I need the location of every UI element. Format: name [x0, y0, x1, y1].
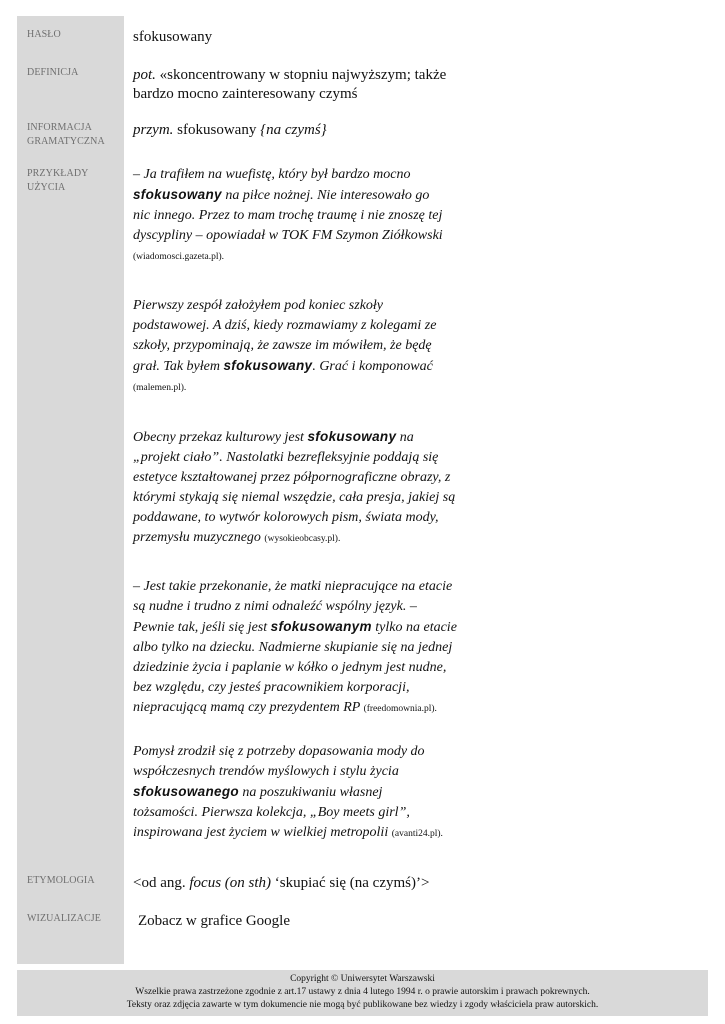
grammar-info — [133, 121, 473, 140]
label-haslo: HASŁO — [27, 29, 61, 40]
example-keyword: sfokusowany — [133, 187, 222, 202]
grammar-tag: przym. — [133, 122, 174, 138]
example-source: (avanti24.pl). — [391, 829, 443, 839]
label-definicja: DEFINICJA — [27, 67, 79, 78]
definition — [133, 66, 453, 104]
example-keyword: sfokusowany — [223, 358, 313, 373]
example-text: Obecny przekaz kulturowy jest — [133, 430, 308, 445]
grammar-word: sfokusowany — [173, 122, 261, 138]
example-1 — [133, 165, 445, 267]
etymology-open: <od ang. — [133, 875, 190, 891]
example-text: na piłce nożnej. Nie interesowało go nic innego. Przez to mam trochę traumę i nie znoszę tej dyscypliny – opowiadał w TOK FM Szymon Ziółkowski — [133, 188, 443, 243]
footer-line: Wszelkie prawa zastrzeżone zgodnie z art.17 ustawy z dnia 4 lutego 1994 r. o prawie autorskim i prawach pokrewnych. — [135, 987, 590, 997]
example-text: na „projekt ciało”. Nastolatki bezrefleksyjnie poddają się estetyce kształtowanej przez półpornograficzne obrazy, z którymi stykają się niemal wszędzie, cała presja, jakiej są poddawane, to wytwór kolorowych pism, świata mody, przemysłu muzycznego — [133, 430, 456, 545]
example-text: Pomysł zrodził się z potrzeby dopasowania mody do współczesnych trendów myślowych i stylu życia — [133, 744, 425, 779]
label-line: PRZYKŁADY — [27, 168, 89, 179]
definition-tag: pot. — [133, 67, 156, 83]
example-text: – Ja trafiłem na wuefistę, który był bardzo mocno — [133, 167, 411, 182]
etymology-close: ‘skupiać się (na czymś)’> — [271, 875, 430, 891]
label-informacja-gramatyczna — [27, 121, 127, 149]
footer-line: Teksty oraz zdjęcia zawarte w tym dokumencie nie mogą być publikowane bez wiedzy i zgody właściciela praw autorskich. — [126, 1000, 599, 1010]
example-2 — [133, 296, 451, 398]
example-text: tylko na etacie albo tylko na dziecku. Nadmierne skupianie się na jednej dziedzinie życia i paplanie w kółko o jednym jest nudne, bez względu, czy jesteś pracownikiem korporacji, niepracującą mamą czy prezydentem RP — [133, 620, 457, 715]
example-source: (wysokieobcasy.pl). — [264, 534, 341, 544]
example-text: – Jest takie przekonanie, że matki niepracujące na etacie są nudne i trudno z nimi odnaleźć wspólny język. – Pewnie tak, jeśli się jest — [133, 579, 453, 635]
example-source: (malemen.pl). — [133, 383, 187, 393]
label-column — [17, 16, 124, 964]
headword: sfokusowany — [133, 29, 213, 45]
example-text: na poszukiwaniu własnej tożsamości. Pierwsza kolekcja, „Boy meets girl”, inspirowana jest życiem w wielkiej metropolii — [133, 785, 410, 840]
example-text: . Grać i komponować — [312, 359, 433, 374]
grammar-ext: {na czymś} — [260, 122, 327, 138]
label-line: UŻYCIA — [27, 182, 66, 193]
example-5 — [133, 742, 443, 844]
etymology-foreign: focus (on sth) — [189, 875, 272, 891]
definition-text: «skoncentrowany w stopniu najwyższym; także bardzo mocno zainteresowany czymś — [133, 67, 447, 102]
example-keyword: sfokusowanym — [270, 619, 372, 634]
label-line: GRAMATYCZNA — [27, 136, 105, 147]
example-3 — [133, 427, 463, 549]
example-keyword: sfokusowany — [307, 429, 397, 444]
footer-line: Copyright © Uniwersytet Warszawski — [290, 974, 435, 984]
example-4 — [133, 577, 459, 719]
google-images-link[interactable]: Zobacz w grafice Google — [138, 913, 291, 929]
label-line: INFORMACJA — [27, 122, 92, 133]
example-source: (freedomownia.pl). — [363, 704, 437, 714]
copyright-footer — [17, 970, 708, 1016]
label-wizualizacje: WIZUALIZACJE — [27, 913, 101, 924]
label-etymologia: ETYMOLOGIA — [27, 875, 95, 886]
label-przyklady-uzycia — [27, 167, 127, 195]
etymology — [133, 874, 553, 893]
example-source: (wiadomosci.gazeta.pl). — [133, 252, 225, 262]
example-keyword: sfokusowanego — [133, 784, 239, 799]
example-text: Pierwszy zespół założyłem pod koniec szkoły podstawowej. A dziś, kiedy rozmawiamy z kolegami ze szkoły, przypominają, że zawsze im mówiłem, że będę grał. Tak byłem — [133, 298, 437, 374]
